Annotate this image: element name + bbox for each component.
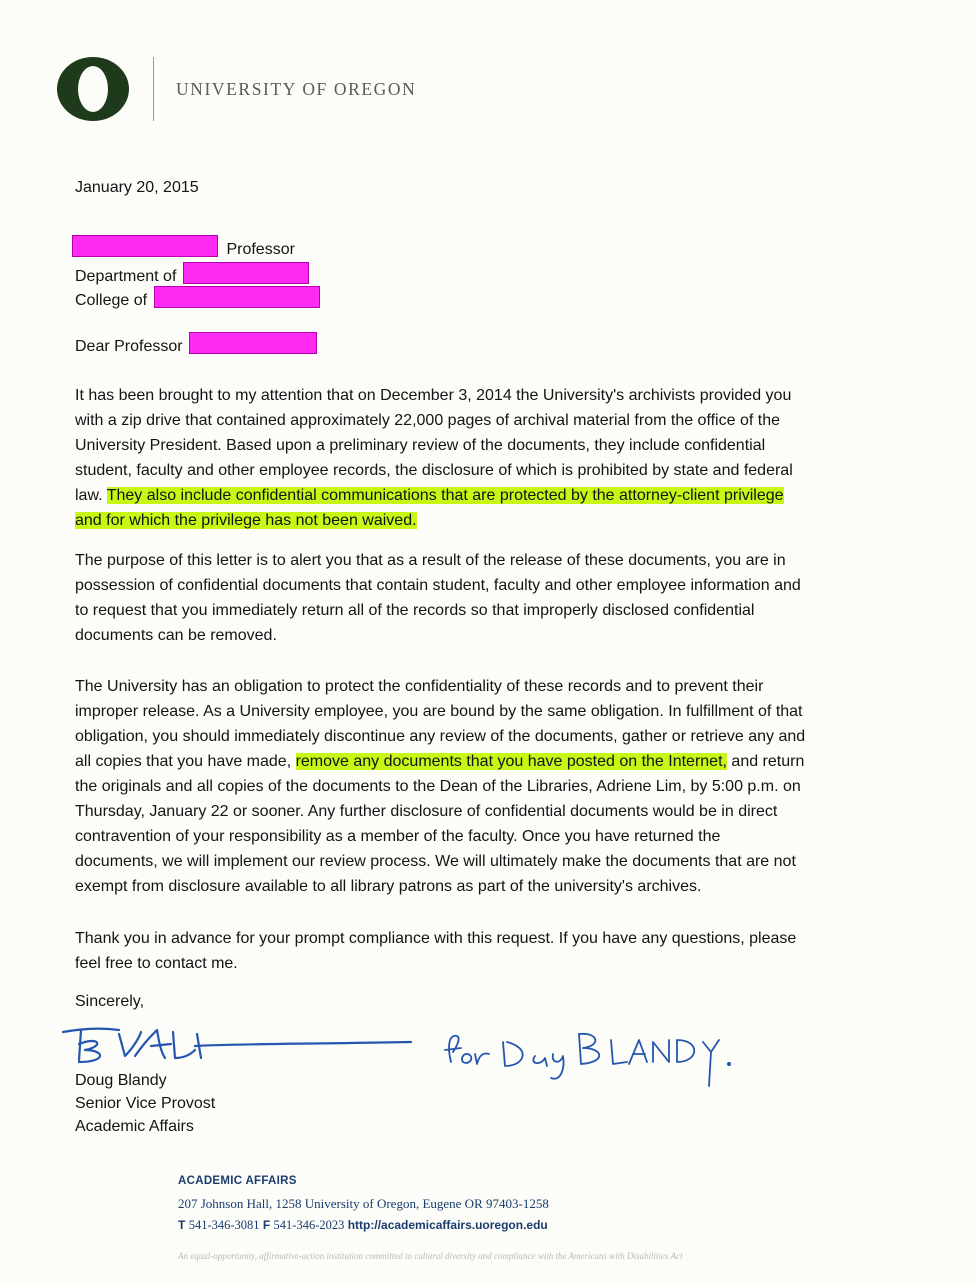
department-prefix: Department of (75, 268, 177, 285)
p1-line (75, 508, 895, 533)
college-prefix: College of (75, 292, 148, 309)
p4-line: Thank you in advance for your prompt compliance with this request. If you have any questions, please (75, 930, 797, 947)
p2-line: to request that you immediately return all of the records so that improperly disclosed confidential (75, 602, 755, 619)
redaction-professor-name (189, 332, 317, 354)
p4-line: feel free to contact me. (75, 955, 238, 972)
p2-line: The purpose of this letter is to alert you that as a result of the release of these documents, you are in (75, 552, 786, 569)
p3-line: contravention of your responsibility as a member of the faculty. Once you have returned the (75, 828, 721, 845)
highlighted-text: They also include confidential communications that are protected by the attorney-client privilege (106, 487, 784, 504)
letter-date: January 20, 2015 (75, 179, 199, 196)
redaction-college (154, 286, 320, 308)
oregon-o-logo-icon (53, 54, 133, 124)
signer-title: Senior Vice Provost (75, 1095, 216, 1112)
footer-address: 207 Johnson Hall, 1258 University of Oregon, Eugene OR 97403-1258 (178, 1196, 549, 1211)
p1-line: University President. Based upon a preliminary review of the documents, they include confidential (75, 437, 766, 454)
p1-line: student, faculty and other employee records, the disclosure of which is prohibited by state and federal (75, 462, 793, 479)
highlighted-text: remove any documents that you have posted on the Internet, (295, 753, 727, 770)
fax-number: 541-346-2023 (273, 1218, 345, 1232)
paragraph-1 (75, 383, 895, 533)
p1-line: It has been brought to my attention that on December 3, 2014 the University's archivists provided you (75, 387, 792, 404)
p3-line: obligation, you should immediately discontinue any review of the documents, gather or retrieve any and (75, 728, 806, 745)
p3-line: improper release. As a University employee, you are bound by the same obligation. In fulfillment of that (75, 703, 803, 720)
paragraph-4 (75, 926, 895, 976)
p3-line (75, 749, 895, 774)
eeo-statement: An equal-opportunity, affirmative-action institution committed to cultural diversity and compliance with the Americans with Disabilities Act (178, 1251, 683, 1261)
recipient-title: Professor (226, 241, 295, 258)
redaction-department (183, 262, 309, 284)
p2-line: documents can be removed. (75, 627, 277, 644)
salutation: Dear Professor (75, 338, 183, 355)
header-divider (153, 57, 154, 121)
closing: Sincerely, (75, 993, 145, 1010)
phone-label: T (178, 1218, 186, 1232)
signer-name: Doug Blandy (75, 1072, 167, 1089)
footer-department: ACADEMIC AFFAIRS (178, 1175, 297, 1187)
p3-text: and return (726, 753, 805, 770)
footer-contact (178, 1218, 548, 1233)
p3-line: the originals and all copies of the documents to the Dean of the Libraries, Adriene Lim, by 5:00 p.m. on (75, 778, 801, 795)
signer-unit: Academic Affairs (75, 1118, 194, 1135)
salutation-line (75, 332, 317, 357)
redaction-recipient-name (72, 235, 218, 257)
p2-line: possession of confidential documents that contain student, faculty and other employee information and (75, 577, 801, 594)
paragraph-2 (75, 548, 895, 648)
recipient-department-line (75, 262, 309, 287)
p1-text: law. (75, 487, 107, 504)
website-link[interactable]: http://academicaffairs.uoregon.edu (347, 1218, 548, 1232)
recipient-title-line (72, 235, 295, 260)
p1-line: with a zip drive that contained approximately 22,000 pages of archival material from the office of the (75, 412, 780, 429)
p1-line (75, 483, 895, 508)
paragraph-3 (75, 674, 895, 899)
fax-label: F (262, 1218, 271, 1232)
p3-text: all copies that you have made, (75, 753, 296, 770)
p3-line: exempt from disclosure available to all library patrons as part of the university's archives. (75, 878, 702, 895)
p3-line: documents, we will implement our review process. We will ultimately make the documents that are not (75, 853, 796, 870)
university-name: UNIVERSITY OF OREGON (176, 79, 417, 99)
phone-number: 541-346-3081 (188, 1218, 260, 1232)
recipient-college-line (75, 286, 320, 311)
p3-line: Thursday, January 22 or sooner. Any further disclosure of confidential documents would be in direct (75, 803, 778, 820)
highlighted-text: and for which the privilege has not been waived. (75, 512, 417, 529)
p3-line: The University has an obligation to protect the confidentiality of these records and to prevent their (75, 678, 764, 695)
